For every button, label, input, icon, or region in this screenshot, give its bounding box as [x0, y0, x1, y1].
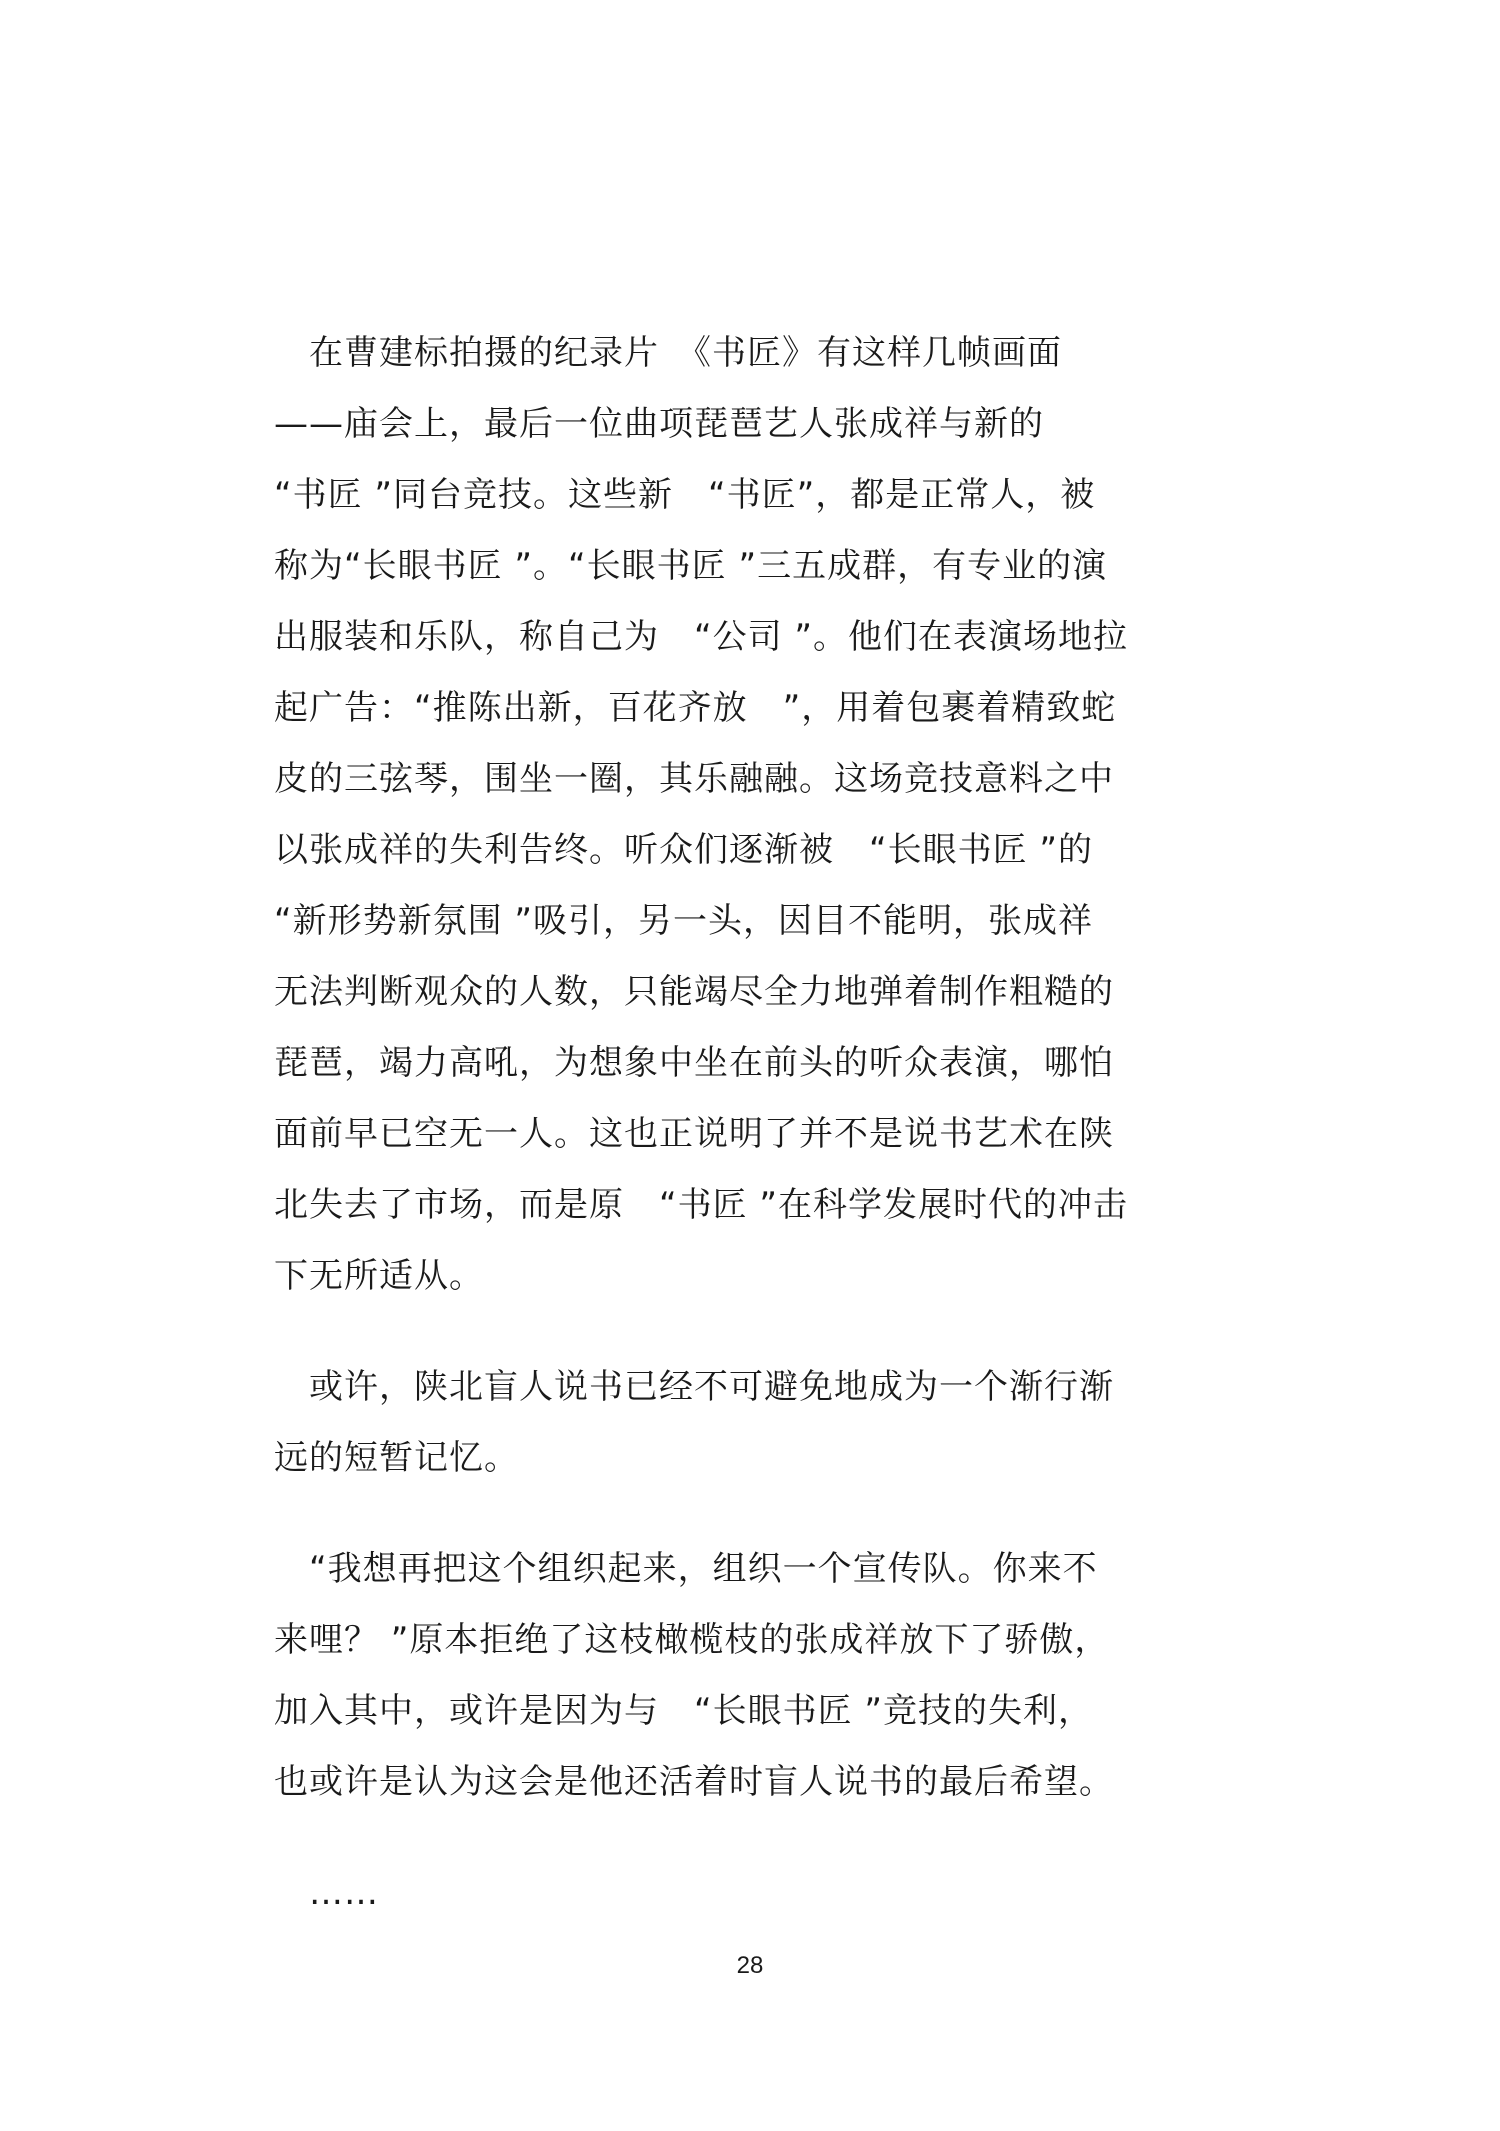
text-line: 或许，陕北盲人说书已经不可避免地成为一个渐行渐	[274, 1367, 1114, 1407]
paragraph-spacer	[274, 1312, 1234, 1352]
text-line: 称为“长眼书匠 ”。“长眼书匠 ”三五成群，有专业的演	[274, 546, 1108, 586]
paragraph-spacer	[274, 1818, 1234, 1858]
text-line: 琵琶，竭力高吼，为想象中坐在前头的听众表演，哪怕	[274, 1043, 1114, 1083]
text-line: 加入其中，或许是因为与 “长眼书匠 ”竞技的失利，	[274, 1691, 1094, 1731]
text-line: 来哩？ ”原本拒绝了这枝橄榄枝的张成祥放下了骄傲，	[274, 1620, 1110, 1660]
text-line: “我想再把这个组织起来，组织一个宣传队。你来不	[274, 1549, 1098, 1589]
text-line: 无法判断观众的人数，只能竭尽全力地弹着制作粗糙的	[274, 972, 1114, 1012]
text-line: “新形势新氛围 ”吸引，另一头，因目不能明，张成祥	[274, 901, 1094, 941]
text-line: ……	[274, 1873, 379, 1913]
paragraph-3	[274, 1534, 1234, 1818]
text-line: 以张成祥的失利告终。听众们逐渐被 “长眼书匠 ”的	[274, 830, 1094, 870]
text-line: 面前早已空无一人。这也正说明了并不是说书艺术在陕	[274, 1114, 1114, 1154]
text-line: “书匠 ”同台竞技。这些新 “书匠”，都是正常人，被	[274, 475, 1096, 515]
paragraph-2	[274, 1352, 1234, 1494]
page-number: 28	[736, 1952, 764, 1979]
text-line: 皮的三弦琴，围坐一圈，其乐融融。这场竞技意料之中	[274, 759, 1114, 799]
body-text	[274, 318, 1234, 1929]
text-line: 出服装和乐队，称自己为 “公司 ”。他们在表演场地拉	[274, 617, 1129, 657]
text-line: 起广告：“推陈出新，百花齐放 ”，用着包裹着精致蛇	[274, 688, 1117, 728]
text-line: 在曹建标拍摄的纪录片 《书匠》有这样几帧画面	[274, 333, 1062, 373]
text-line: ——庙会上，最后一位曲项琵琶艺人张成祥与新的	[274, 404, 1044, 444]
text-line: 北失去了市场，而是原 “书匠 ”在科学发展时代的冲击	[274, 1185, 1129, 1225]
text-line: 也或许是认为这会是他还活着时盲人说书的最后希望。	[274, 1762, 1114, 1802]
paragraph-spacer	[274, 1494, 1234, 1534]
text-line: 远的短暂记忆。	[274, 1438, 519, 1478]
paragraph-4	[274, 1858, 1234, 1929]
paragraph-1	[274, 318, 1234, 1312]
text-line: 下无所适从。	[274, 1256, 484, 1296]
